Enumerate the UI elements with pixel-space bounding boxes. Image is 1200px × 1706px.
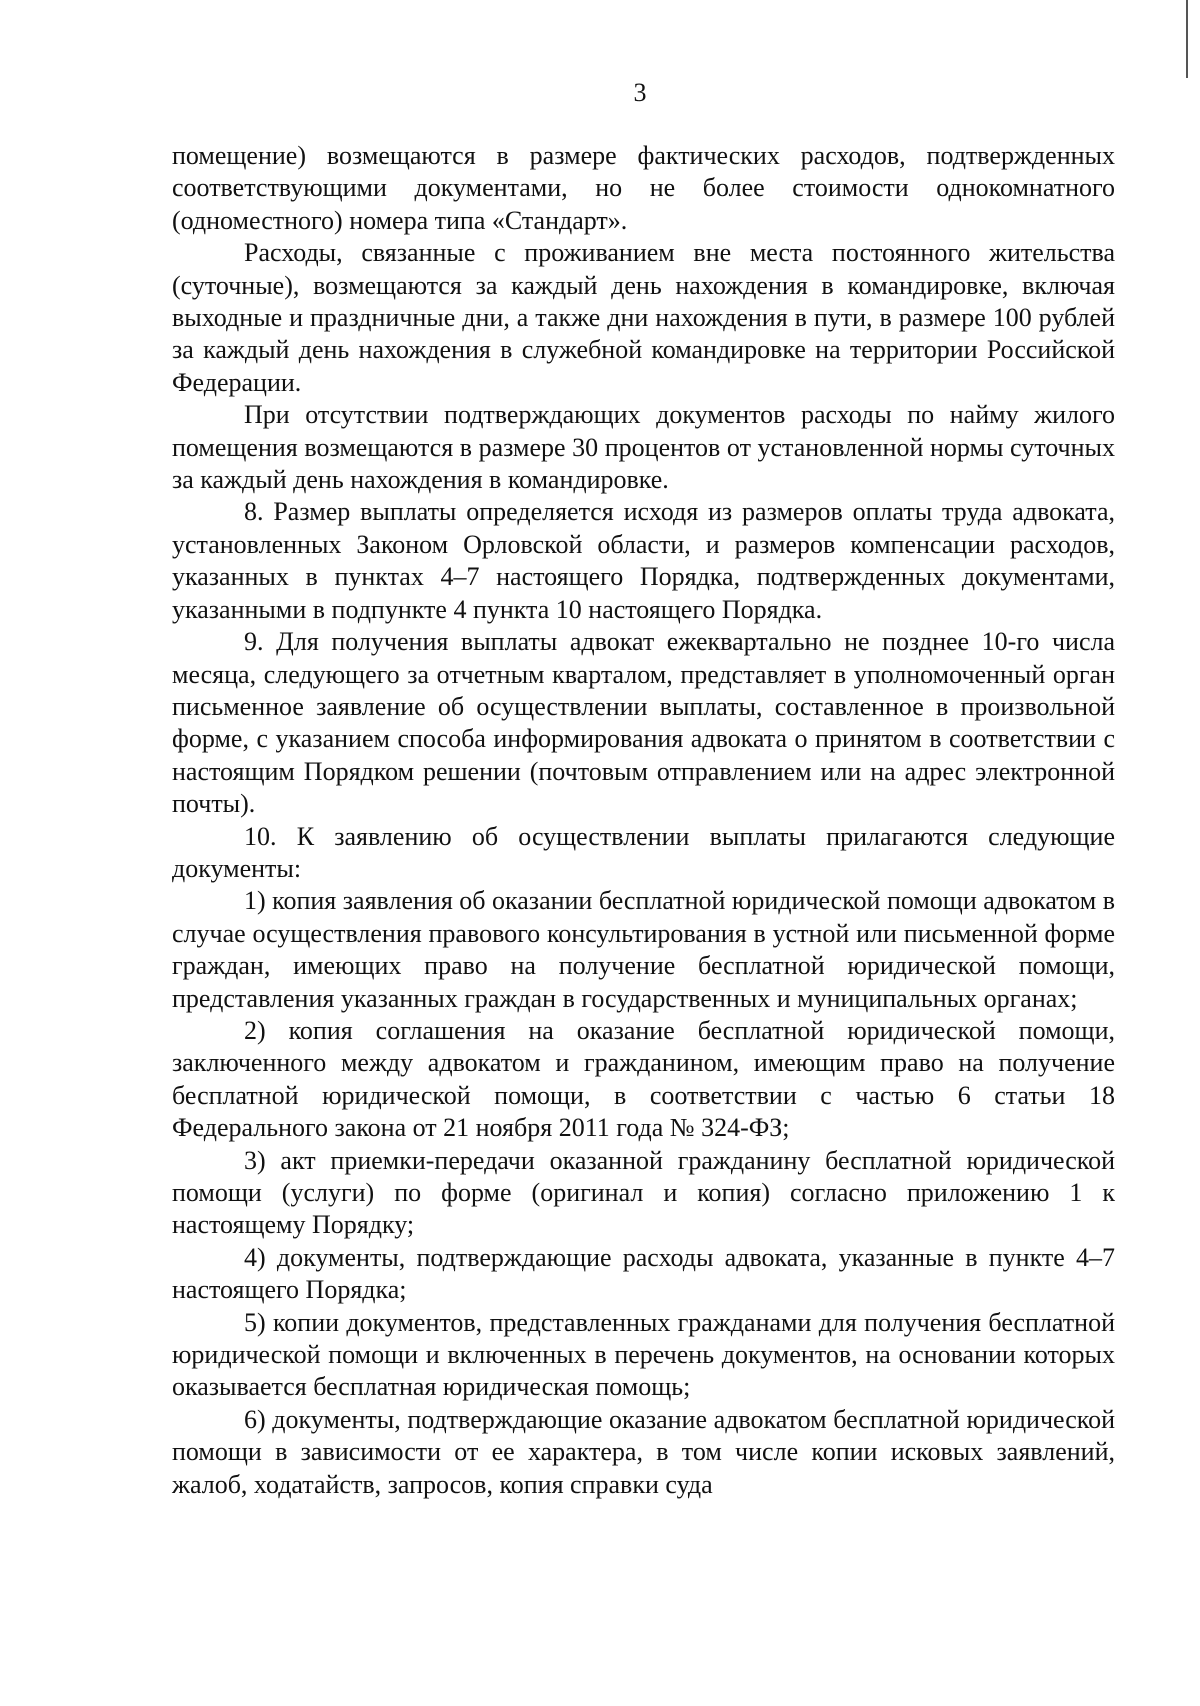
list-item: 3) акт приемки-передачи оказанной гражданину бесплатной юридической помощи (услуги) по форме (оригинал и копия) согласно приложению 1 к настоящему Порядку; (172, 1145, 1115, 1240)
list-item: 5) копии документов, представленных гражданами для получения бесплатной юридической помощи и включенных в перечень документов, на основании которых оказывается бесплатная юридическая помощь; (172, 1307, 1115, 1402)
paragraph: 8. Размер выплаты определяется исходя из размеров оплаты труда адвоката, установленных Законом Орловской области, и размеров компенсации расходов, указанных в пунктах 4–7 настоящего Порядка, подтвержденных документами, указанными в подпункте 4 пункта 10 настоящего Порядка. (172, 497, 1115, 624)
paragraph: 10. К заявлению об осуществлении выплаты прилагаются следующие документы: (172, 821, 1115, 883)
list-item: 6) документы, подтверждающие оказание адвокатом бесплатной юридической помощи в зависимости от ее характера, в том числе копии исковых заявлений, жалоб, ходатайств, запросов, копия справки суда (172, 1404, 1115, 1499)
page-number: 3 (633, 78, 647, 107)
paragraph: Расходы, связанные с проживанием вне места постоянного жительства (суточные), возмещаются за каждый день нахождения в командировке, включая выходные и праздничные дни, а также дни нахождения в пути, в размере 100 рублей за каждый день нахождения в служебной командировке на территории Российской Федерации. (172, 238, 1115, 397)
paragraph: При отсутствии подтверждающих документов расходы по найму жилого помещения возмещаются в размере 30 процентов от установленной нормы суточных за каждый день нахождения в командировке. (172, 400, 1115, 495)
paragraph: помещение) возмещаются в размере фактических расходов, подтвержденных соответствующими документами, но не более стоимости однокомнатного (одноместного) номера типа «Стандарт». (172, 141, 1115, 235)
scan-edge-line (1186, 0, 1188, 78)
document-body (172, 140, 1115, 1501)
list-item: 4) документы, подтверждающие расходы адвоката, указанные в пункте 4–7 настоящего Порядка; (172, 1242, 1115, 1305)
list-item: 2) копия соглашения на оказание бесплатной юридической помощи, заключенного между адвокатом и гражданином, имеющим право на получение бесплатной юридической помощи, в соответствии с частью 6 статьи 18 Федерального закона от 21 ноября 2011 года № 324-ФЗ; (172, 1015, 1115, 1143)
list-item: 1) копия заявления об оказании бесплатной юридической помощи адвокатом в случае осуществления правового консультирования в устной или письменной форме граждан, имеющих право на получение бесплатной юридической помощи, представления указанных граждан в государственных и муниципальных органах; (172, 886, 1115, 1013)
paragraph: 9. Для получения выплаты адвокат ежеквартально не позднее 10-го числа месяца, следующего за отчетным кварталом, представляет в уполномоченный орган письменное заявление об осуществлении выплаты, составленное в произвольной форме, с указанием способа информирования адвоката о принятом в соответствии с настоящим Порядком решении (почтовым отправлением или на адрес электронной почты). (172, 627, 1115, 819)
